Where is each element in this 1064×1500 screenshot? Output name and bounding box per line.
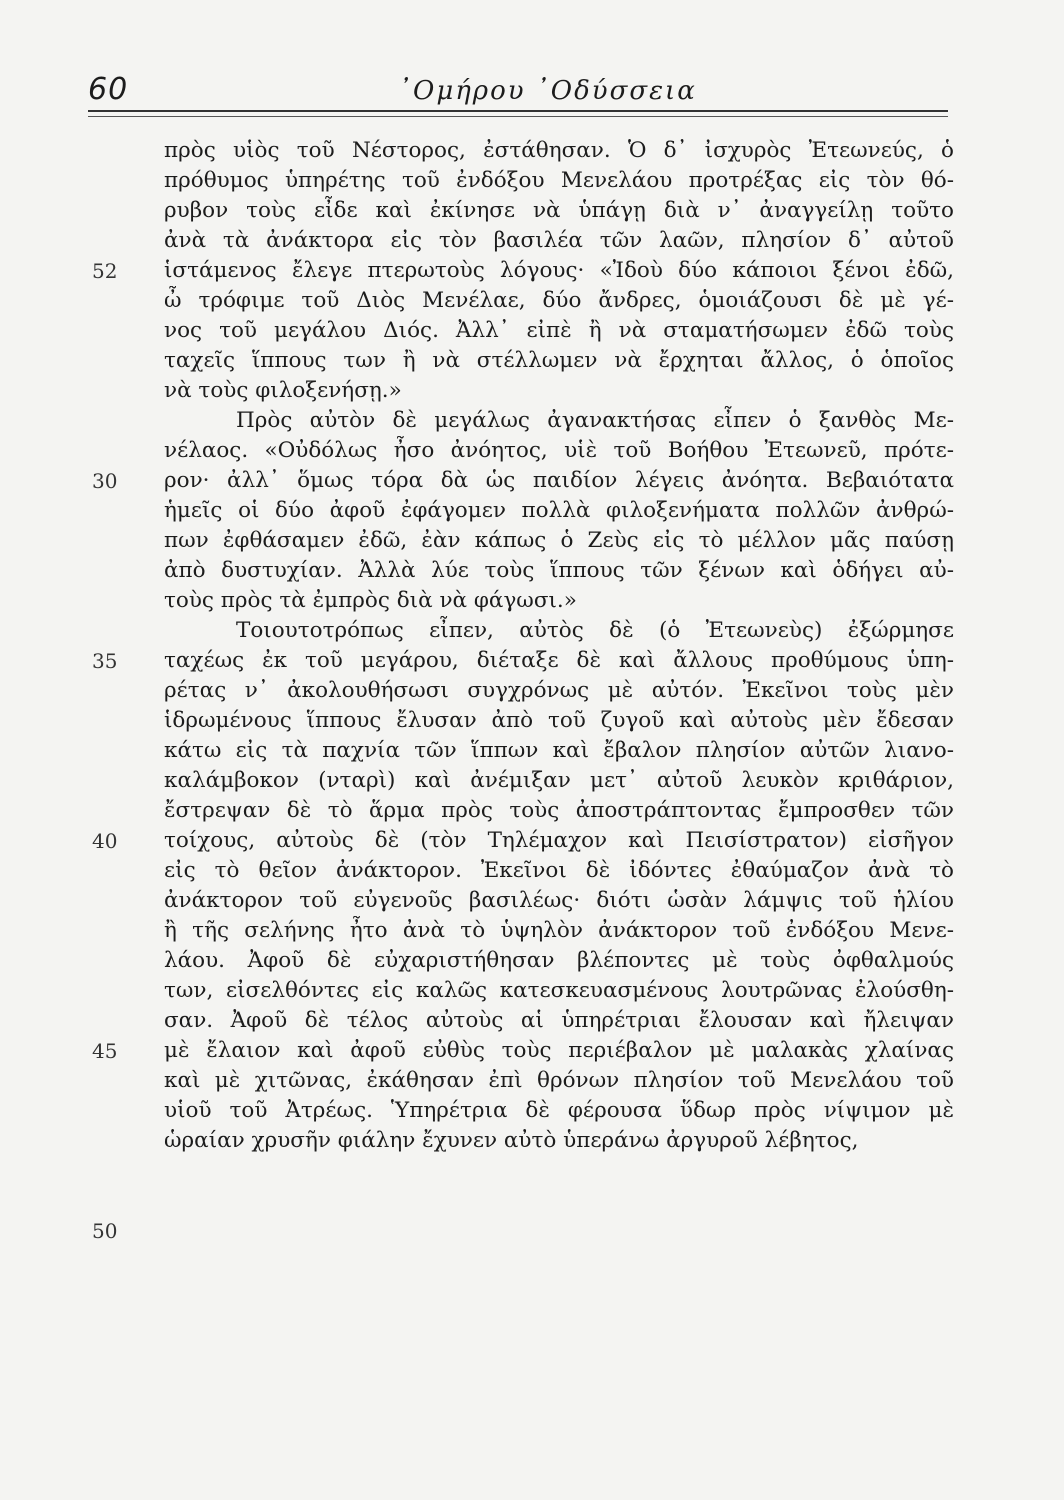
page-number: 60	[88, 72, 129, 107]
text-line: ὦ τρόφιμε τοῦ Διὸς Μενέλαε, δύο ἄνδρες, ὁμοιάζουσι δὲ μὲ γέ-	[164, 288, 954, 313]
text-line: ρον· ἀλλ᾽ ὅμως τόρα δὰ ὡς παιδίον λέγεις ἀνόητα. Βεβαιότατα	[164, 468, 954, 493]
text-line: μὲ ἔλαιον καὶ ἀφοῦ εὐθὺς τοὺς περιέβαλον μὲ μαλακὰς χλαίνας	[164, 1038, 954, 1063]
text-line: ταχέως ἐκ τοῦ μεγάρου, διέταξε δὲ καὶ ἄλλους προθύμους ὑπη-	[164, 648, 954, 673]
text-line: ἀνὰ τὰ ἀνάκτορα εἰς τὸν βασιλέα τῶν λαῶν, πλησίον δ᾽ αὐτοῦ	[164, 228, 954, 253]
text-line: ταχεῖς ἵππους των ἢ νὰ στέλλωμεν νὰ ἔρχηται ἄλλος, ὁ ὁποῖος	[164, 348, 954, 373]
margin-line-number: 30	[92, 469, 118, 493]
text-line: ἀνάκτορον τοῦ εὐγενοῦς βασιλέως· διότι ὡσὰν λάμψις τοῦ ἡλίου	[164, 888, 954, 913]
text-line: νέλαος. «Οὐδόλως ἦσο ἀνόητος, υἱὲ τοῦ Βοήθου Ἐτεωνεῦ, πρότε-	[164, 438, 954, 463]
margin-line-number: 40	[92, 829, 118, 853]
text-line: πρὸς υἱὸς τοῦ Νέστορος, ἐστάθησαν. Ὁ δ᾽ ἰσχυρὸς Ἐτεωνεύς, ὁ	[164, 138, 954, 163]
margin-line-number: 45	[92, 1039, 118, 1063]
page-header	[88, 70, 948, 110]
text-line: ἡμεῖς οἱ δύο ἀφοῦ ἐφάγομεν πολλὰ φιλοξενήματα πολλῶν ἀνθρώ-	[164, 498, 954, 523]
text-line: ἱστάμενος ἔλεγε πτερωτοὺς λόγους· «Ἰδοὺ δύο κάποιοι ξένοι ἐδῶ,	[164, 258, 954, 283]
text-line: των, εἰσελθόντες εἰς καλῶς κατεσκευασμένους λουτρῶνας ἐλούσθη-	[164, 978, 954, 1003]
text-line: ἀπὸ δυστυχίαν. Ἀλλὰ λύε τοὺς ἵππους τῶν ξένων καὶ ὁδήγει αὐ-	[164, 558, 954, 583]
text-line: υἱοῦ τοῦ Ἀτρέως. Ὑπηρέτρια δὲ φέρουσα ὕδωρ πρὸς νίψιμον μὲ	[164, 1098, 954, 1123]
running-title: ᾽Ομήρου ᾽Οδύσσεια	[398, 76, 697, 106]
header-rule-thin	[88, 116, 948, 117]
margin-line-number: 35	[92, 649, 118, 673]
text-line: τοὺς πρὸς τὰ ἐμπρὸς διὰ νὰ φάγωσι.»	[164, 588, 577, 613]
text-line: τοίχους, αὐτοὺς δὲ (τὸν Τηλέμαχον καὶ Πεισίστρατον) εἰσῆγον	[164, 828, 954, 853]
text-line: ἱδρωμένους ἵππους ἔλυσαν ἀπὸ τοῦ ζυγοῦ καὶ αὐτοὺς μὲν ἔδεσαν	[164, 708, 954, 733]
text-line: σαν. Ἀφοῦ δὲ τέλος αὐτοὺς αἱ ὑπηρέτριαι ἔλουσαν καὶ ἤλειψαν	[164, 1008, 954, 1033]
body-text	[164, 136, 954, 1156]
text-line: κάτω εἰς τὰ παχνία τῶν ἵππων καὶ ἔβαλον πλησίον αὐτῶν λιανο-	[164, 738, 954, 763]
header-rule	[88, 110, 948, 112]
text-line: Τοιουτοτρόπως εἶπεν, αὐτὸς δὲ (ὁ Ἐτεωνεὺς) ἐξώρμησε	[236, 618, 954, 643]
text-line: ρυβον τοὺς εἶδε καὶ ἐκίνησε νὰ ὑπάγῃ διὰ ν᾽ ἀναγγείλῃ τοῦτο	[164, 198, 954, 223]
text-line: νὰ τοὺς φιλοξενήσῃ.»	[164, 378, 402, 403]
text-line: πων ἐφθάσαμεν ἐδῶ, ἐὰν κάπως ὁ Ζεὺς εἰς τὸ μέλλον μᾶς παύσῃ	[164, 528, 954, 553]
text-line: λάου. Ἀφοῦ δὲ εὐχαριστήθησαν βλέποντες μὲ τοὺς ὀφθαλμούς	[164, 948, 954, 973]
text-line: ρέτας ν᾽ ἀκολουθήσωσι συγχρόνως μὲ αὐτόν. Ἐκεῖνοι τοὺς μὲν	[164, 678, 954, 703]
text-line: ὡραίαν χρυσῆν φιάλην ἔχυνεν αὐτὸ ὑπεράνω ἀργυροῦ λέβητος,	[164, 1128, 859, 1153]
text-line: ἔστρεψαν δὲ τὸ ἅρμα πρὸς τοὺς ἀποστράπτοντας ἔμπροσθεν τῶν	[164, 798, 954, 823]
text-line: Πρὸς αὐτὸν δὲ μεγάλως ἀγανακτήσας εἶπεν ὁ ξανθὸς Με-	[236, 408, 954, 433]
text-line: νος τοῦ μεγάλου Διός. Ἀλλ᾽ εἰπὲ ἢ νὰ σταματήσωμεν ἐδῶ τοὺς	[164, 318, 954, 343]
text-line: εἰς τὸ θεῖον ἀνάκτορον. Ἐκεῖνοι δὲ ἰδόντες ἐθαύμαζον ἀνὰ τὸ	[164, 858, 954, 883]
text-line: ἢ τῆς σελήνης ἦτο ἀνὰ τὸ ὑψηλὸν ἀνάκτορον τοῦ ἐνδόξου Μενε-	[164, 918, 954, 943]
text-line: πρόθυμος ὑπηρέτης τοῦ ἐνδόξου Μενελάου προτρέξας εἰς τὸν θό-	[164, 168, 954, 193]
text-line: καλάμβοκον (νταρὶ) καὶ ἀνέμιξαν μετ᾽ αὐτοῦ λευκὸν κριθάριον,	[164, 768, 954, 793]
text-line: καὶ μὲ χιτῶνας, ἐκάθησαν ἐπὶ θρόνων πλησίον τοῦ Μενελάου τοῦ	[164, 1068, 954, 1093]
margin-line-number: 50	[92, 1219, 118, 1243]
margin-line-number: 52	[92, 259, 118, 283]
